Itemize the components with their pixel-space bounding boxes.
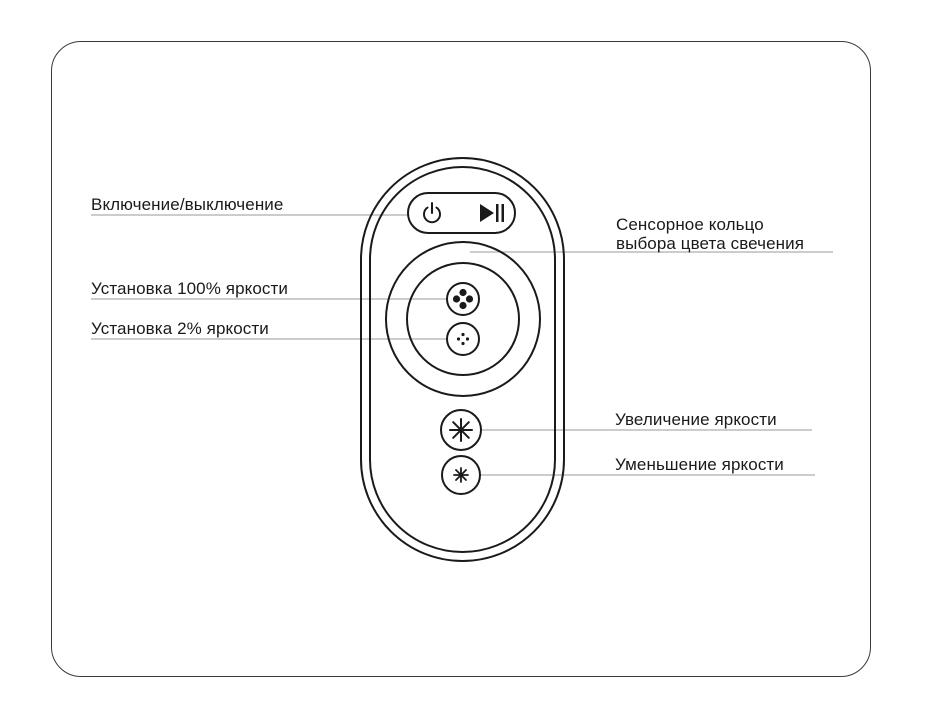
label-touch-ring-line2: выбора цвета свечения [616,234,805,253]
label-brightness-up: Увеличение яркости [615,410,777,429]
full-brightness-button[interactable] [447,283,479,315]
label-low-brightness: Установка 2% яркости [91,319,269,338]
touch-ring-outer[interactable] [386,242,540,396]
large-asterisk-icon [450,419,472,441]
label-full-brightness: Установка 100% яркости [91,279,289,298]
small-asterisk-icon [454,468,468,482]
brightness-down-button[interactable] [442,456,480,494]
label-brightness-down: Уменьшение яркости [615,455,784,474]
brightness-up-button[interactable] [441,410,481,450]
low-brightness-button[interactable] [447,323,479,355]
touch-ring-inner [407,263,519,375]
label-power: Включение/выключение [91,195,284,214]
label-touch-ring-line1: Сенсорное кольцо [616,215,764,234]
label-touch-ring [616,215,804,253]
